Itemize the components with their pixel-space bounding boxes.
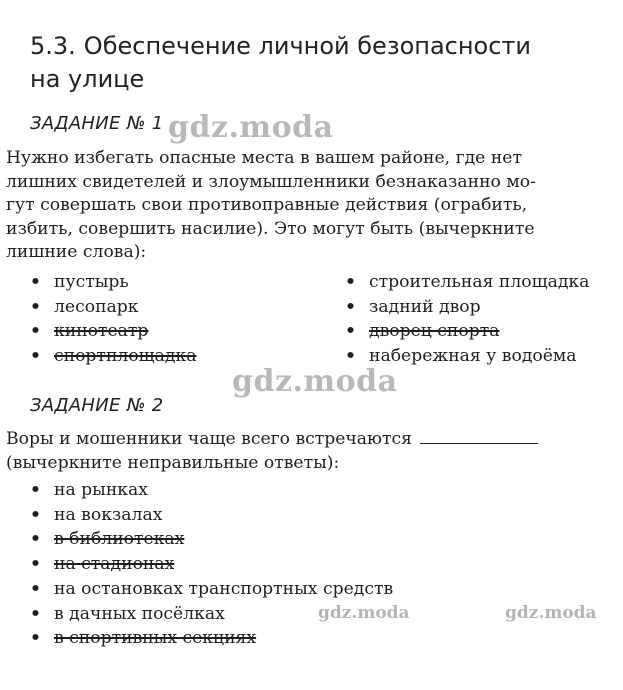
bullet-icon: • [30,603,41,624]
bullet-icon: • [30,554,41,575]
watermark: gdz.moda [505,603,597,623]
bullet-icon: • [30,480,41,500]
list-item [30,527,393,552]
section-title [30,30,620,96]
list-item-text: пустырь [54,272,129,292]
list-item [30,552,393,577]
bullet-icon: • [30,296,41,317]
section-title-line2: на улице [30,65,145,93]
section-number: 5.3. [30,32,76,60]
answer-blank-line [420,442,538,444]
task2-list [30,478,393,651]
task2-heading: ЗАДАНИЕ № 2 [30,395,164,416]
task2-text [6,428,618,475]
list-item [30,319,196,344]
task2-text-line2: (вычеркните неправильные ответы): [6,452,340,473]
bullet-icon: • [30,272,41,292]
task1-left-list [30,270,196,369]
list-item-text: в дачных посёлках [54,603,225,624]
task1-text [6,147,618,265]
list-item-text-struck: спортплощадка [54,346,197,367]
list-item-text-struck: кинотеатр [54,321,149,342]
list-item [345,295,589,320]
list-item-text-struck: на стадионах [54,554,175,575]
watermark: gdz.moda [168,110,334,145]
task1-text-line: лишних свидетелей и злоумышленники безнаказанно мо- [6,171,536,192]
section-title-line1: Обеспечение личной безопасности [83,32,532,60]
bullet-icon: • [345,321,356,342]
bullet-icon: • [30,529,41,550]
list-item-text-struck: в спортивных секциях [54,628,257,649]
list-item [345,270,589,295]
bullet-icon: • [30,321,41,342]
list-item [30,577,393,602]
task1-text-line: избить, совершить насилие). Это могут быть (вычеркните [6,218,535,239]
task1-heading: ЗАДАНИЕ № 1 [30,113,164,134]
bullet-icon: • [345,346,356,367]
list-item [30,626,393,651]
list-item-text: задний двор [369,296,481,317]
list-item-text-struck: дворец спорта [369,321,500,342]
task1-text-line: Нужно избегать опасные места в вашем районе, где нет [6,148,522,168]
task1-text-line: лишние слова): [6,242,147,262]
bullet-icon: • [30,346,41,367]
list-item-text: набережная у водоёма [369,346,577,367]
bullet-icon: • [30,504,41,525]
task1-right-list [345,270,589,369]
bullet-icon: • [345,272,356,292]
list-item-text-struck: в библиотеках [54,529,185,550]
list-item-text: на вокзалах [54,504,163,525]
list-item [30,344,196,369]
bullet-icon: • [30,578,41,599]
watermark: gdz.moda [232,364,398,399]
list-item [345,319,589,344]
list-item-text: на рынках [54,480,148,500]
list-item-text: лесопарк [54,296,139,317]
list-item-text: на остановках транспортных средств [54,578,394,599]
list-item [30,270,196,295]
bullet-icon: • [30,628,41,649]
task2-text-line1: Воры и мошенники чаще всего встречаются [6,429,412,449]
list-item [30,295,196,320]
task2-text-line [6,428,618,452]
list-item [30,503,393,528]
list-item [30,478,393,503]
bullet-icon: • [345,296,356,317]
task1-text-line: гут совершать свои противоправные действия (ограбить, [6,195,528,215]
watermark: gdz.moda [318,603,410,623]
list-item-text: строительная площадка [369,272,590,292]
